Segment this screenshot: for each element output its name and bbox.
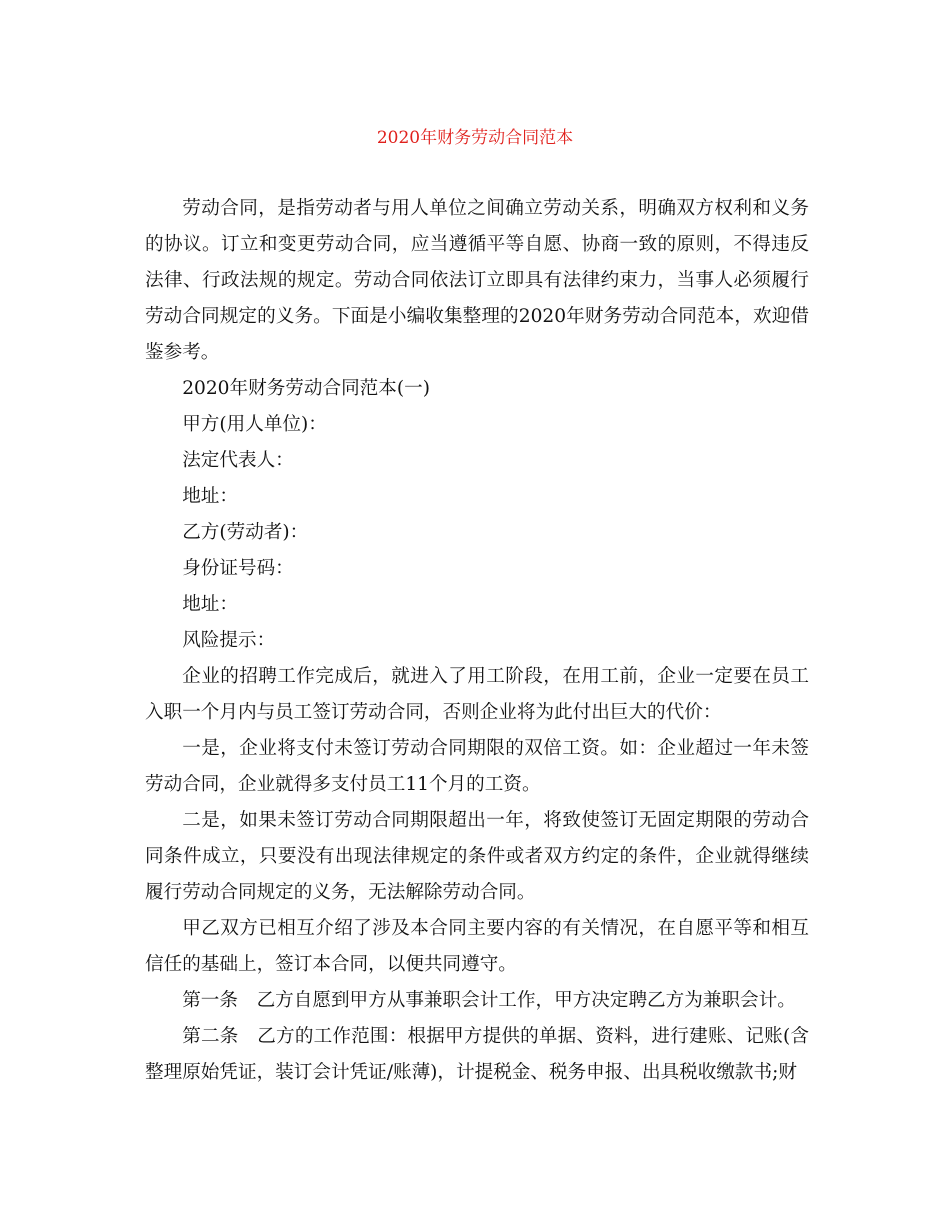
id-number-line: 身份证号码： <box>182 558 294 579</box>
document-body <box>145 191 809 1091</box>
article-one: 第一条 乙方自愿到甲方从事兼职会计工作，甲方决定聘乙方为兼职会计。 <box>182 990 796 1011</box>
document-title: 2020年财务劳动合同范本 <box>376 128 574 148</box>
party-a-line: 甲方(用人单位)： <box>182 414 327 435</box>
party-b-line: 乙方(劳动者)： <box>182 522 309 543</box>
legal-rep-line: 法定代表人： <box>182 450 294 471</box>
party-a-address-line: 地址： <box>182 486 238 507</box>
intro-paragraph: 劳动合同，是指劳动者与用人单位之间确立劳动关系，明确双方权利和义务的协议。订立和变更劳动合同，应当遵循平等自愿、协商一致的原则，不得违反法律、行政法规的规定。劳动合同依法订立即具有法律约束力，当事人必须履行劳动合同规定的义务。下面是小编收集整理的2020年财务劳动合同范本，欢迎借鉴参考。 <box>145 198 809 363</box>
risk-notice-label: 风险提示： <box>182 630 276 651</box>
risk-paragraph: 企业的招聘工作完成后，就进入了用工阶段，在用工前，企业一定要在员工入职一个月内与员工签订劳动合同，否则企业将为此付出巨大的代价： <box>145 666 809 723</box>
party-b-address-line: 地址： <box>182 594 238 615</box>
mutual-agreement-paragraph: 甲乙双方已相互介绍了涉及本合同主要内容的有关情况，在自愿平等和相互信任的基础上，签订本合同，以便共同遵守。 <box>145 918 809 975</box>
risk-point-one: 一是，企业将支付未签订劳动合同期限的双倍工资。如：企业超过一年未签劳动合同，企业就得多支付员工11个月的工资。 <box>145 738 809 795</box>
article-two: 第二条 乙方的工作范围：根据甲方提供的单据、资料，进行建账、记账(含整理原始凭证，装订会计凭证/账薄)，计提税金、税务申报、出具税收缴款书;财 <box>145 1026 809 1083</box>
section-heading: 2020年财务劳动合同范本(一) <box>182 378 430 399</box>
risk-point-two: 二是，如果未签订劳动合同期限超出一年，将致使签订无固定期限的劳动合同条件成立，只要没有出现法律规定的条件或者双方约定的条件，企业就得继续履行劳动合同规定的义务，无法解除劳动合同。 <box>145 810 809 903</box>
